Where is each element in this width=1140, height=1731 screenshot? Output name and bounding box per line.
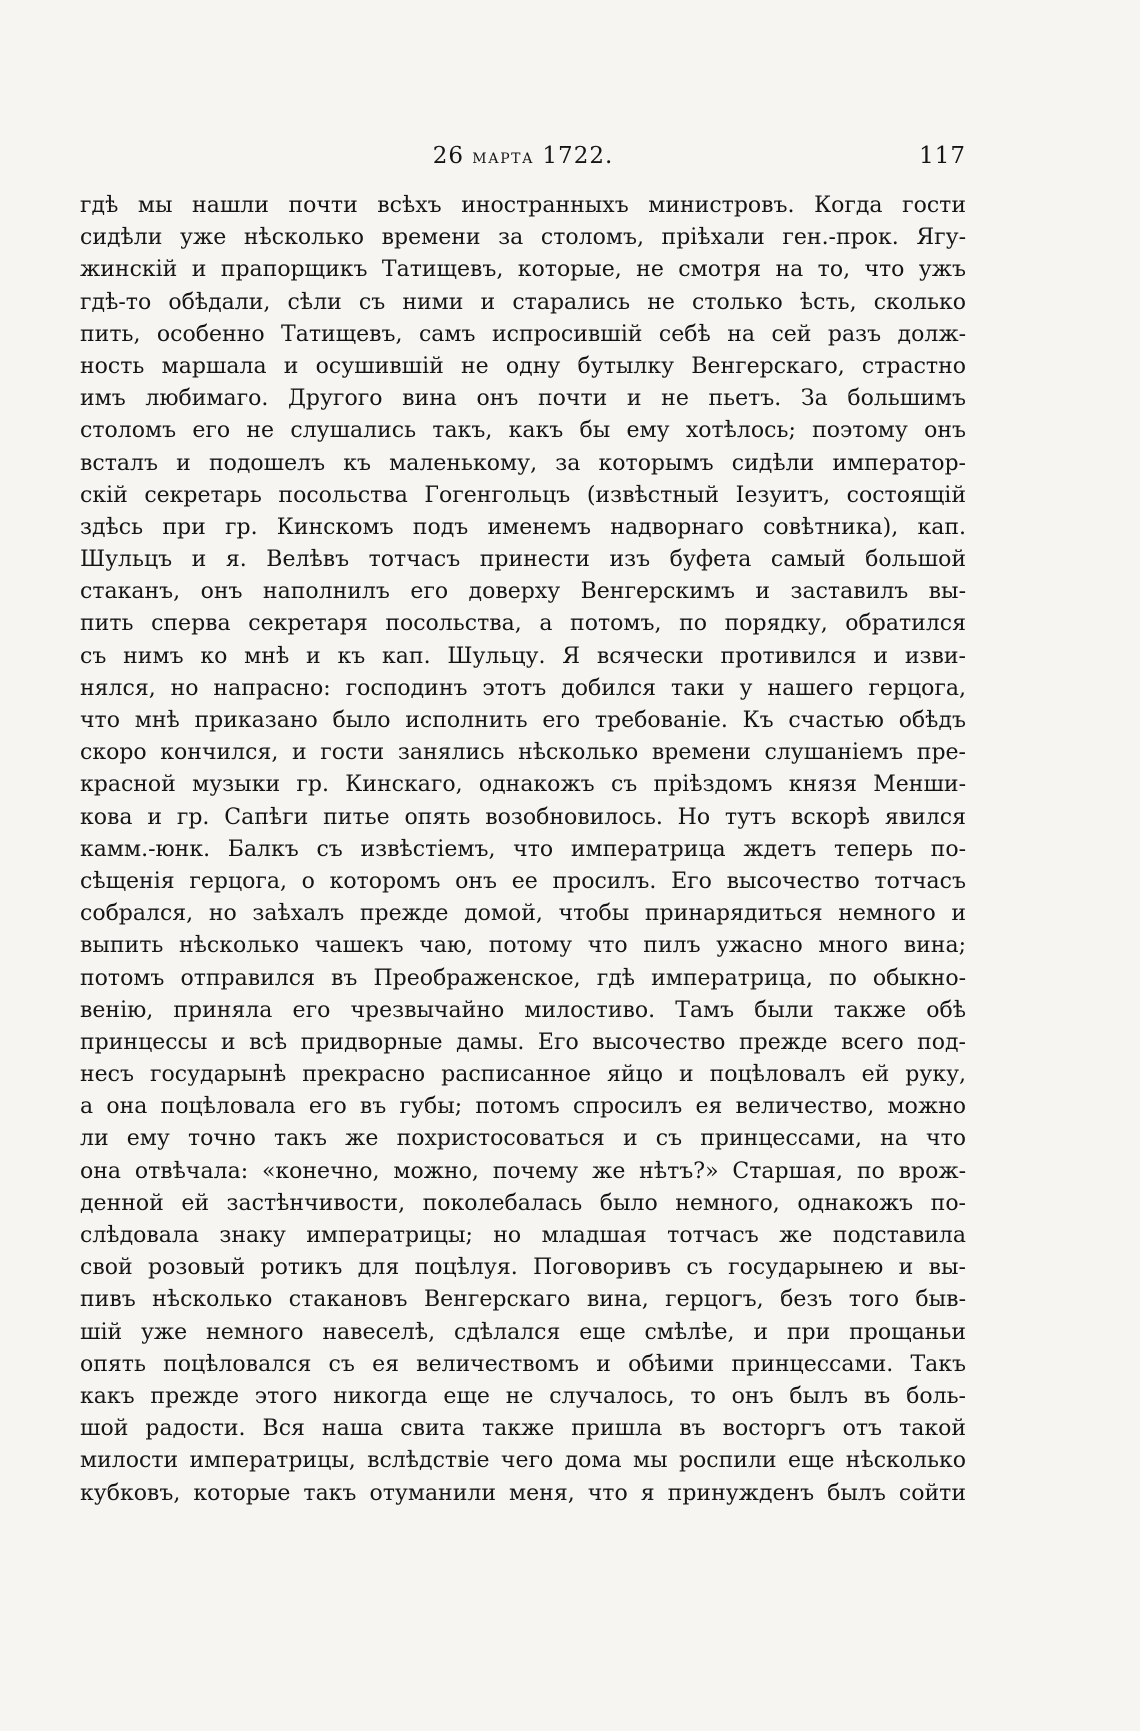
- date-year: 1722.: [542, 143, 614, 169]
- text-line: нялся, но напрасно: господинъ этотъ добился таки у нашего герцога,: [80, 675, 966, 701]
- text-line: сидѣли уже нѣсколько времени за столомъ, пріѣхали ген.-прок. Ягу-: [80, 225, 966, 251]
- text-line: стаканъ, онъ наполнилъ его доверху Венгерскимъ и заставилъ вы-: [80, 579, 966, 605]
- text-line: скоро кончился, и гости занялись нѣсколько времени слушаніемъ пре-: [80, 740, 966, 766]
- text-line: пить, особенно Татищевъ, самъ испросившій себѣ на сей разъ долж-: [80, 321, 966, 347]
- text-line: ность маршала и осушившій не одну бутылку Венгерскаго, страстно: [80, 353, 966, 379]
- text-line: здѣсь при гр. Кинскомъ подъ именемъ надворнаго совѣтника), кап.: [80, 514, 966, 540]
- page-number: 117: [919, 143, 966, 169]
- text-line: Шульцъ и я. Велѣвъ тотчасъ принести изъ буфета самый большой: [80, 547, 966, 573]
- text-line: пивъ нѣсколько стакановъ Венгерскаго вина, герцогъ, безъ того быв-: [80, 1287, 966, 1313]
- text-line: собрался, но заѣхалъ прежде домой, чтобы принарядиться немного и: [80, 901, 966, 927]
- text-line: гдѣ мы нашли почти всѣхъ иностранныхъ министровъ. Когда гости: [80, 193, 966, 218]
- text-line: столомъ его не слушались такъ, какъ бы ему хотѣлось; поэтому онъ: [80, 418, 966, 444]
- running-header: [80, 143, 966, 179]
- text-line: шій уже немного навеселѣ, сдѣлался еще смѣлѣе, и при прощаньи: [80, 1319, 966, 1345]
- text-line: ли ему точно такъ же похристосоваться и съ принцессами, на что: [80, 1126, 966, 1152]
- text-line: жинскій и прапорщикъ Татищевъ, которые, не смотря на то, что ужъ: [80, 257, 966, 283]
- text-line: денной ей застѣнчивости, поколебалась было немного, однакожъ по-: [80, 1190, 966, 1216]
- text-line: гдѣ-то обѣдали, сѣли съ ними и старались не столько ѣсть, сколько: [80, 289, 966, 315]
- text-line: имъ любимаго. Другого вина онъ почти и не пьетъ. За большимъ: [80, 386, 966, 412]
- text-line: венію, приняла его чрезвычайно милостиво. Тамъ были также обѣ: [80, 997, 966, 1023]
- text-line: всталъ и подошелъ къ маленькому, за которымъ сидѣли император-: [80, 450, 966, 476]
- text-line: слѣдовала знаку императрицы; но младшая тотчасъ же подставила: [80, 1223, 966, 1248]
- running-head-date: [80, 143, 966, 169]
- text-line: что мнѣ приказано было исполнить его требованіе. Къ счастью обѣдъ: [80, 708, 966, 733]
- body-text: [80, 190, 966, 1510]
- text-line: свой розовый ротикъ для поцѣлуя. Поговоривъ съ государынею и вы-: [80, 1255, 966, 1281]
- text-line: камм.-юнк. Балкъ съ извѣстіемъ, что императрица ждетъ теперь по-: [80, 836, 966, 862]
- text-line: опять поцѣловался съ ея величествомъ и обѣими принцессами. Такъ: [80, 1351, 966, 1377]
- text-line: выпить нѣсколько чашекъ чаю, потому что пилъ ужасно много вина;: [80, 933, 966, 959]
- text-line: съ нимъ ко мнѣ и къ кап. Шульцу. Я всячески противился и изви-: [80, 643, 966, 669]
- text-line: пить сперва секретаря посольства, а потомъ, по порядку, обратился: [80, 611, 966, 637]
- text-line: кова и гр. Сапѣги питье опять возобновилось. Но тутъ вскорѣ явился: [80, 804, 966, 830]
- text-line: милости императрицы, вслѣдствіе чего дома мы роспили еще нѣсколько: [80, 1448, 966, 1474]
- text-line: кубковъ, которые такъ отуманили меня, что я принужденъ былъ сойти: [80, 1480, 966, 1506]
- text-line: шой радости. Вся наша свита также пришла въ восторгъ отъ такой: [80, 1416, 966, 1442]
- text-line: она отвѣчала: «конечно, можно, почему же нѣтъ?» Старшая, по врож-: [80, 1158, 966, 1184]
- text-line: несъ государынѣ прекрасно расписанное яйцо и поцѣловалъ ей руку,: [80, 1062, 966, 1088]
- date-month: марта: [472, 144, 535, 168]
- date-day: 26: [432, 143, 464, 169]
- text-line: принцессы и всѣ придворные дамы. Его высочество прежде всего под-: [80, 1029, 966, 1055]
- text-line: скій секретарь посольства Гогенгольцъ (извѣстный Іезуитъ, состоящій: [80, 482, 966, 508]
- text-line: а она поцѣловала его въ губы; потомъ спросилъ ея величество, можно: [80, 1094, 966, 1120]
- text-line: красной музыки гр. Кинскаго, однакожъ съ пріѣздомъ князя Менши-: [80, 772, 966, 798]
- text-line: потомъ отправился въ Преображенское, гдѣ императрица, по обыкно-: [80, 965, 966, 991]
- text-line: сѣщенія герцога, о которомъ онъ ее просилъ. Его высочество тотчасъ: [80, 868, 966, 894]
- text-line: какъ прежде этого никогда еще не случалось, то онъ былъ въ боль-: [80, 1383, 966, 1409]
